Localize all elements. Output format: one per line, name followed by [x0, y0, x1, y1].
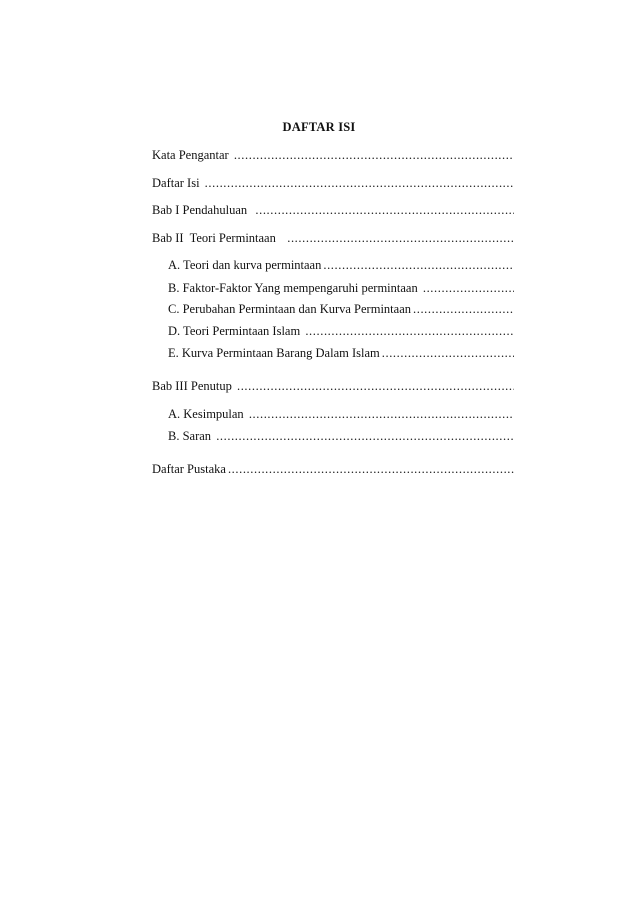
- toc-entry-bab-3-a: [168, 407, 514, 422]
- dot-leader: [303, 324, 514, 339]
- dot-leader: [421, 281, 514, 296]
- toc-entry-label: B. Faktor-Faktor Yang mempengaruhi permintaan: [168, 281, 421, 295]
- toc-entry-label: Kata Pengantar: [152, 148, 232, 162]
- toc-entry-bab-2-e: [168, 346, 514, 361]
- dot-leader: [253, 203, 514, 218]
- toc-entry-label: C. Perubahan Permintaan dan Kurva Permintaan: [168, 302, 411, 316]
- toc-entry-bab-1: [152, 203, 514, 218]
- toc-entry-bab-2-b: [168, 281, 514, 296]
- toc-entry-bab-2: [152, 231, 514, 246]
- dot-leader: [321, 258, 514, 273]
- toc-entry-label: A. Kesimpulan: [168, 407, 247, 421]
- toc-entry-label: Bab III Penutup: [152, 379, 235, 393]
- toc-entry-label: E. Kurva Permintaan Barang Dalam Islam: [168, 346, 380, 360]
- dot-leader: [226, 462, 514, 477]
- toc-entry-bab-2-c: [168, 302, 514, 317]
- toc-title: DAFTAR ISI: [282, 120, 356, 134]
- dot-leader: [214, 429, 514, 444]
- toc-entry-label: D. Teori Permintaan Islam: [168, 324, 304, 338]
- toc-entry-bab-3-b: [168, 429, 514, 444]
- dot-leader: [247, 407, 514, 422]
- dot-leader: [285, 231, 514, 246]
- dot-leader: [411, 302, 514, 317]
- toc-entry-bab-2-a: [168, 258, 514, 273]
- toc-entry-daftar-pustaka: [152, 462, 514, 477]
- toc-entry-label: A. Teori dan kurva permintaan: [168, 258, 322, 272]
- toc-entry-daftar-isi: [152, 176, 514, 191]
- toc-entry-label: Bab I Pendahuluan: [152, 203, 254, 217]
- toc-entry-label: Daftar Pustaka: [152, 462, 226, 476]
- dot-leader: [235, 379, 514, 394]
- dot-leader: [232, 148, 514, 163]
- dot-leader: [203, 176, 514, 191]
- toc-entry-label: Bab II Teori Permintaan: [152, 231, 286, 245]
- toc-entry-bab-2-d: [168, 324, 514, 339]
- dot-leader: [380, 346, 514, 361]
- toc-entry-label: B. Saran: [168, 429, 215, 443]
- toc-entry-bab-3: [152, 379, 514, 394]
- toc-entry-kata-pengantar: [152, 148, 514, 163]
- toc-entry-label: Daftar Isi: [152, 176, 203, 190]
